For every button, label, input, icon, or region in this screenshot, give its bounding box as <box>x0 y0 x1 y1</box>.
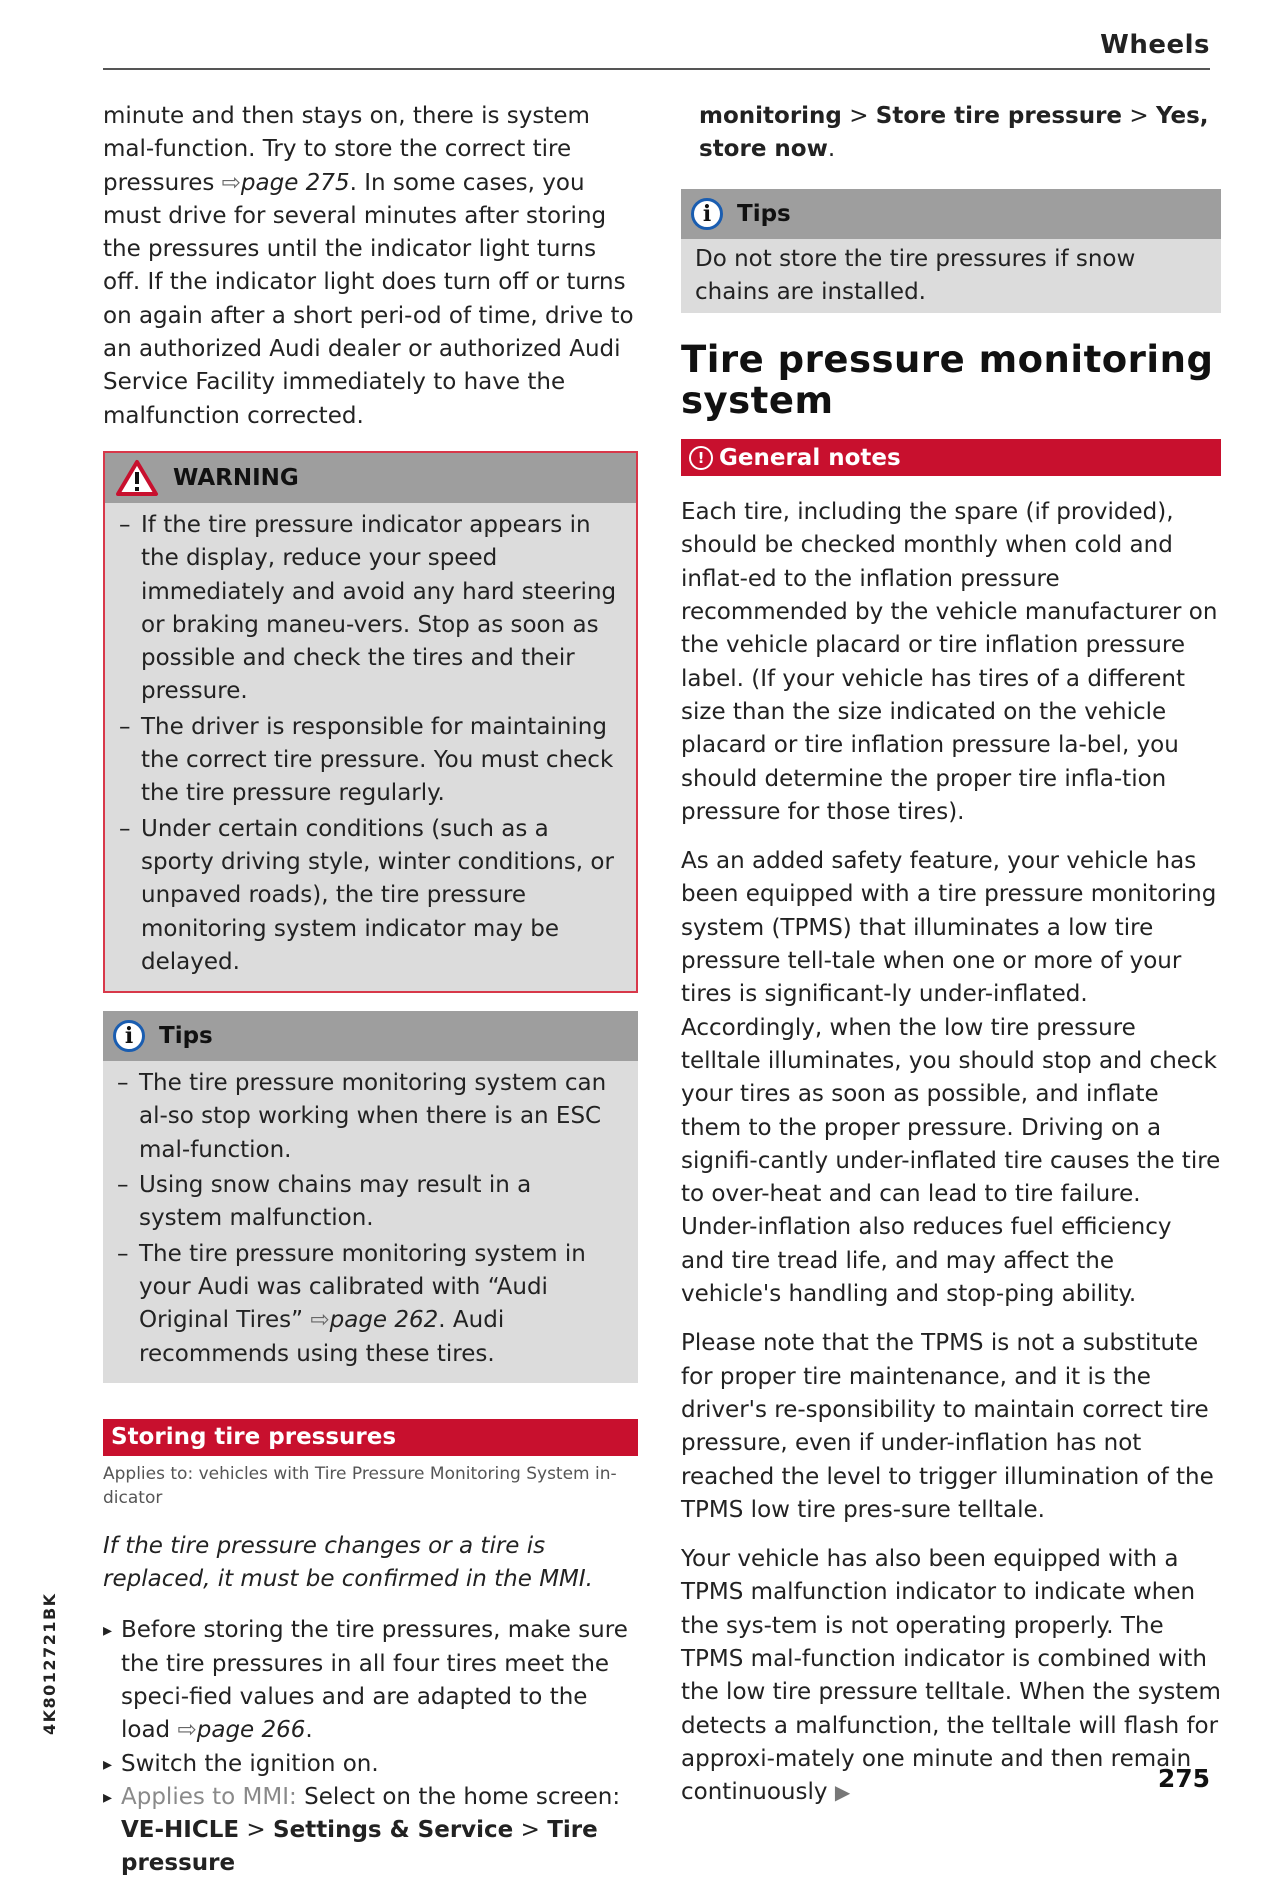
info-icon: i <box>113 1020 145 1052</box>
body-paragraph: Please note that the TPMS is not a substitute for proper tire maintenance, and it is the driver's re-sponsibility to maintain correct tire pressure, even if under-inflation has not reached the level to trigger illumination of the TPMS low tire pres-sure telltale. <box>681 1330 1214 1523</box>
page-reference[interactable]: ⇨page 262 <box>310 1307 439 1334</box>
step-list <box>103 1614 638 1880</box>
page-reference[interactable]: ⇨page 266 <box>177 1717 306 1744</box>
tips-item: – The tire pressure monitoring system in your Audi was calibrated with “Audi Original Tires” ⇨page 262. Audi recommends using these tires. <box>117 1238 620 1371</box>
arrow-right-icon: ⇨ <box>310 1307 330 1334</box>
body-paragraph: Each tire, including the spare (if provided), should be checked monthly when cold and inflat-ed to the inflation pressure recommended by the vehicle manufacturer on the vehicle placard or tire inflation pressure label. (If your vehicle has tires of a different size than the size indicated on the vehicle placard or tire inflation pressure la-bel, you should determine the proper tire infla-tion pressure for those tires). <box>681 499 1218 825</box>
document-code: 4K8012721BK <box>40 1592 59 1735</box>
storing-heading: Storing tire pressures <box>103 1419 638 1456</box>
warning-item: – If the tire pressure indicator appears in the display, reduce your speed immediately and avoid any hard steering or braking maneu-vers. Stop as soon as possible and check the tires and their pressure. <box>119 509 618 709</box>
step-item: ▸ Applies to MMI: Select on the home screen: VE-HICLE > Settings & Service > Tire pressure <box>103 1781 638 1881</box>
running-header: Wheels <box>1100 30 1210 60</box>
warning-label: WARNING <box>173 464 299 491</box>
body-paragraph: Your vehicle has also been equipped with a TPMS malfunction indicator to indicate when the sys-tem is not operating properly. The TPMS mal-function indicator is combined with the low tire pressure telltale. When the system detects a malfunction, the telltale will flash for approxi-mately one minute and then remain continuously ▶ <box>681 1546 1221 1806</box>
arrow-right-icon: ⇨ <box>177 1717 197 1744</box>
warning-body <box>105 503 636 991</box>
menu-path: Store tire pressure <box>875 103 1123 129</box>
header-rule <box>103 68 1210 70</box>
tips-item: – Using snow chains may result in a system malfunction. <box>117 1169 620 1236</box>
menu-path: monitoring <box>699 103 842 129</box>
warning-item: – The driver is responsible for maintaining the correct tire pressure. You must check the tire pressure regularly. <box>119 711 618 811</box>
exclamation-circle-icon: ! <box>689 446 713 470</box>
tips-box-right <box>681 189 1221 314</box>
body-text <box>681 496 1221 1809</box>
arrow-right-icon: ⇨ <box>221 169 241 196</box>
continued-step: monitoring > Store tire pressure > Yes, store now. <box>699 103 1209 163</box>
tips-body <box>103 1061 638 1383</box>
continue-arrow-icon: ▶ <box>834 1780 851 1805</box>
menu-path: Yes, store now <box>699 103 1209 163</box>
applies-note: Applies to: vehicles with Tire Pressure Monitoring System in-dicator <box>103 1463 617 1508</box>
tips-text: Do not store the tire pressures if snow chains are installed. <box>695 245 1136 305</box>
warning-header <box>105 453 636 503</box>
warning-box <box>103 451 638 993</box>
tips-header <box>681 189 1221 239</box>
menu-path: Settings & Service <box>273 1817 514 1844</box>
tips-box <box>103 1011 638 1383</box>
warning-item: – Under certain conditions (such as a sporty driving style, winter conditions, or unpaved roads), the tire pressure monitoring system indicator may be delayed. <box>119 813 618 979</box>
section-title: Tire pressure monitoring system <box>681 338 1214 423</box>
step-item: ▸ Before storing the tire pressures, make sure the tire pressures in all four tires meet the speci-fied values and are adapted to the load ⇨page 266. <box>103 1614 638 1747</box>
body-paragraph: As an added safety feature, your vehicle has been equipped with a tire pressure monitoring system (TPMS) that illuminates a low tire pressure tell-tale when one or more of your tires is significant-ly under-inflated. Accordingly, when the low tire pressure telltale illuminates, you should stop and check your tires as soon as possible, and inflate them to the proper pressure. Driving on a signifi-cantly under-inflated tire causes the tire to over-heat and can lead to tire failure. Under-inflation also reduces fuel efficiency and tire tread life, and may affect the vehicle's handling and stop-ping ability. <box>681 848 1221 1308</box>
menu-path: VE-HICLE <box>121 1817 240 1844</box>
page-number: 275 <box>1157 1764 1210 1793</box>
info-icon: i <box>691 198 723 230</box>
tips-body <box>681 239 1221 314</box>
left-column <box>103 100 638 1881</box>
tips-label: Tips <box>159 1023 213 1050</box>
menu-path: Tire pressure <box>121 1817 598 1877</box>
tips-item: – The tire pressure monitoring system can al-so stop working when there is an ESC mal-function. <box>117 1067 620 1167</box>
right-column <box>681 100 1221 1809</box>
intro-paragraph: minute and then stays on, there is system mal-function. Try to store the correct tire pressures ⇨page 275. In some cases, you must drive for several minutes after storing the pressures until the indicator light turns off. If the indicator light does turn off or turns on again after a short peri-od of time, drive to an authorized Audi dealer or authorized Audi Service Facility immediately to have the malfunction corrected. <box>103 103 634 429</box>
general-notes-heading: ! General notes <box>681 439 1221 476</box>
applies-mmi: Applies to MMI: <box>121 1783 297 1810</box>
step-item: ▸ Switch the ignition on. <box>103 1748 638 1781</box>
storing-intro: If the tire pressure changes or a tire is replaced, it must be confirmed in the MMI. <box>103 1532 593 1593</box>
tips-header <box>103 1011 638 1061</box>
tips-label: Tips <box>737 200 791 227</box>
page-reference[interactable]: ⇨page 275 <box>221 169 350 196</box>
warning-triangle-icon <box>115 459 159 497</box>
